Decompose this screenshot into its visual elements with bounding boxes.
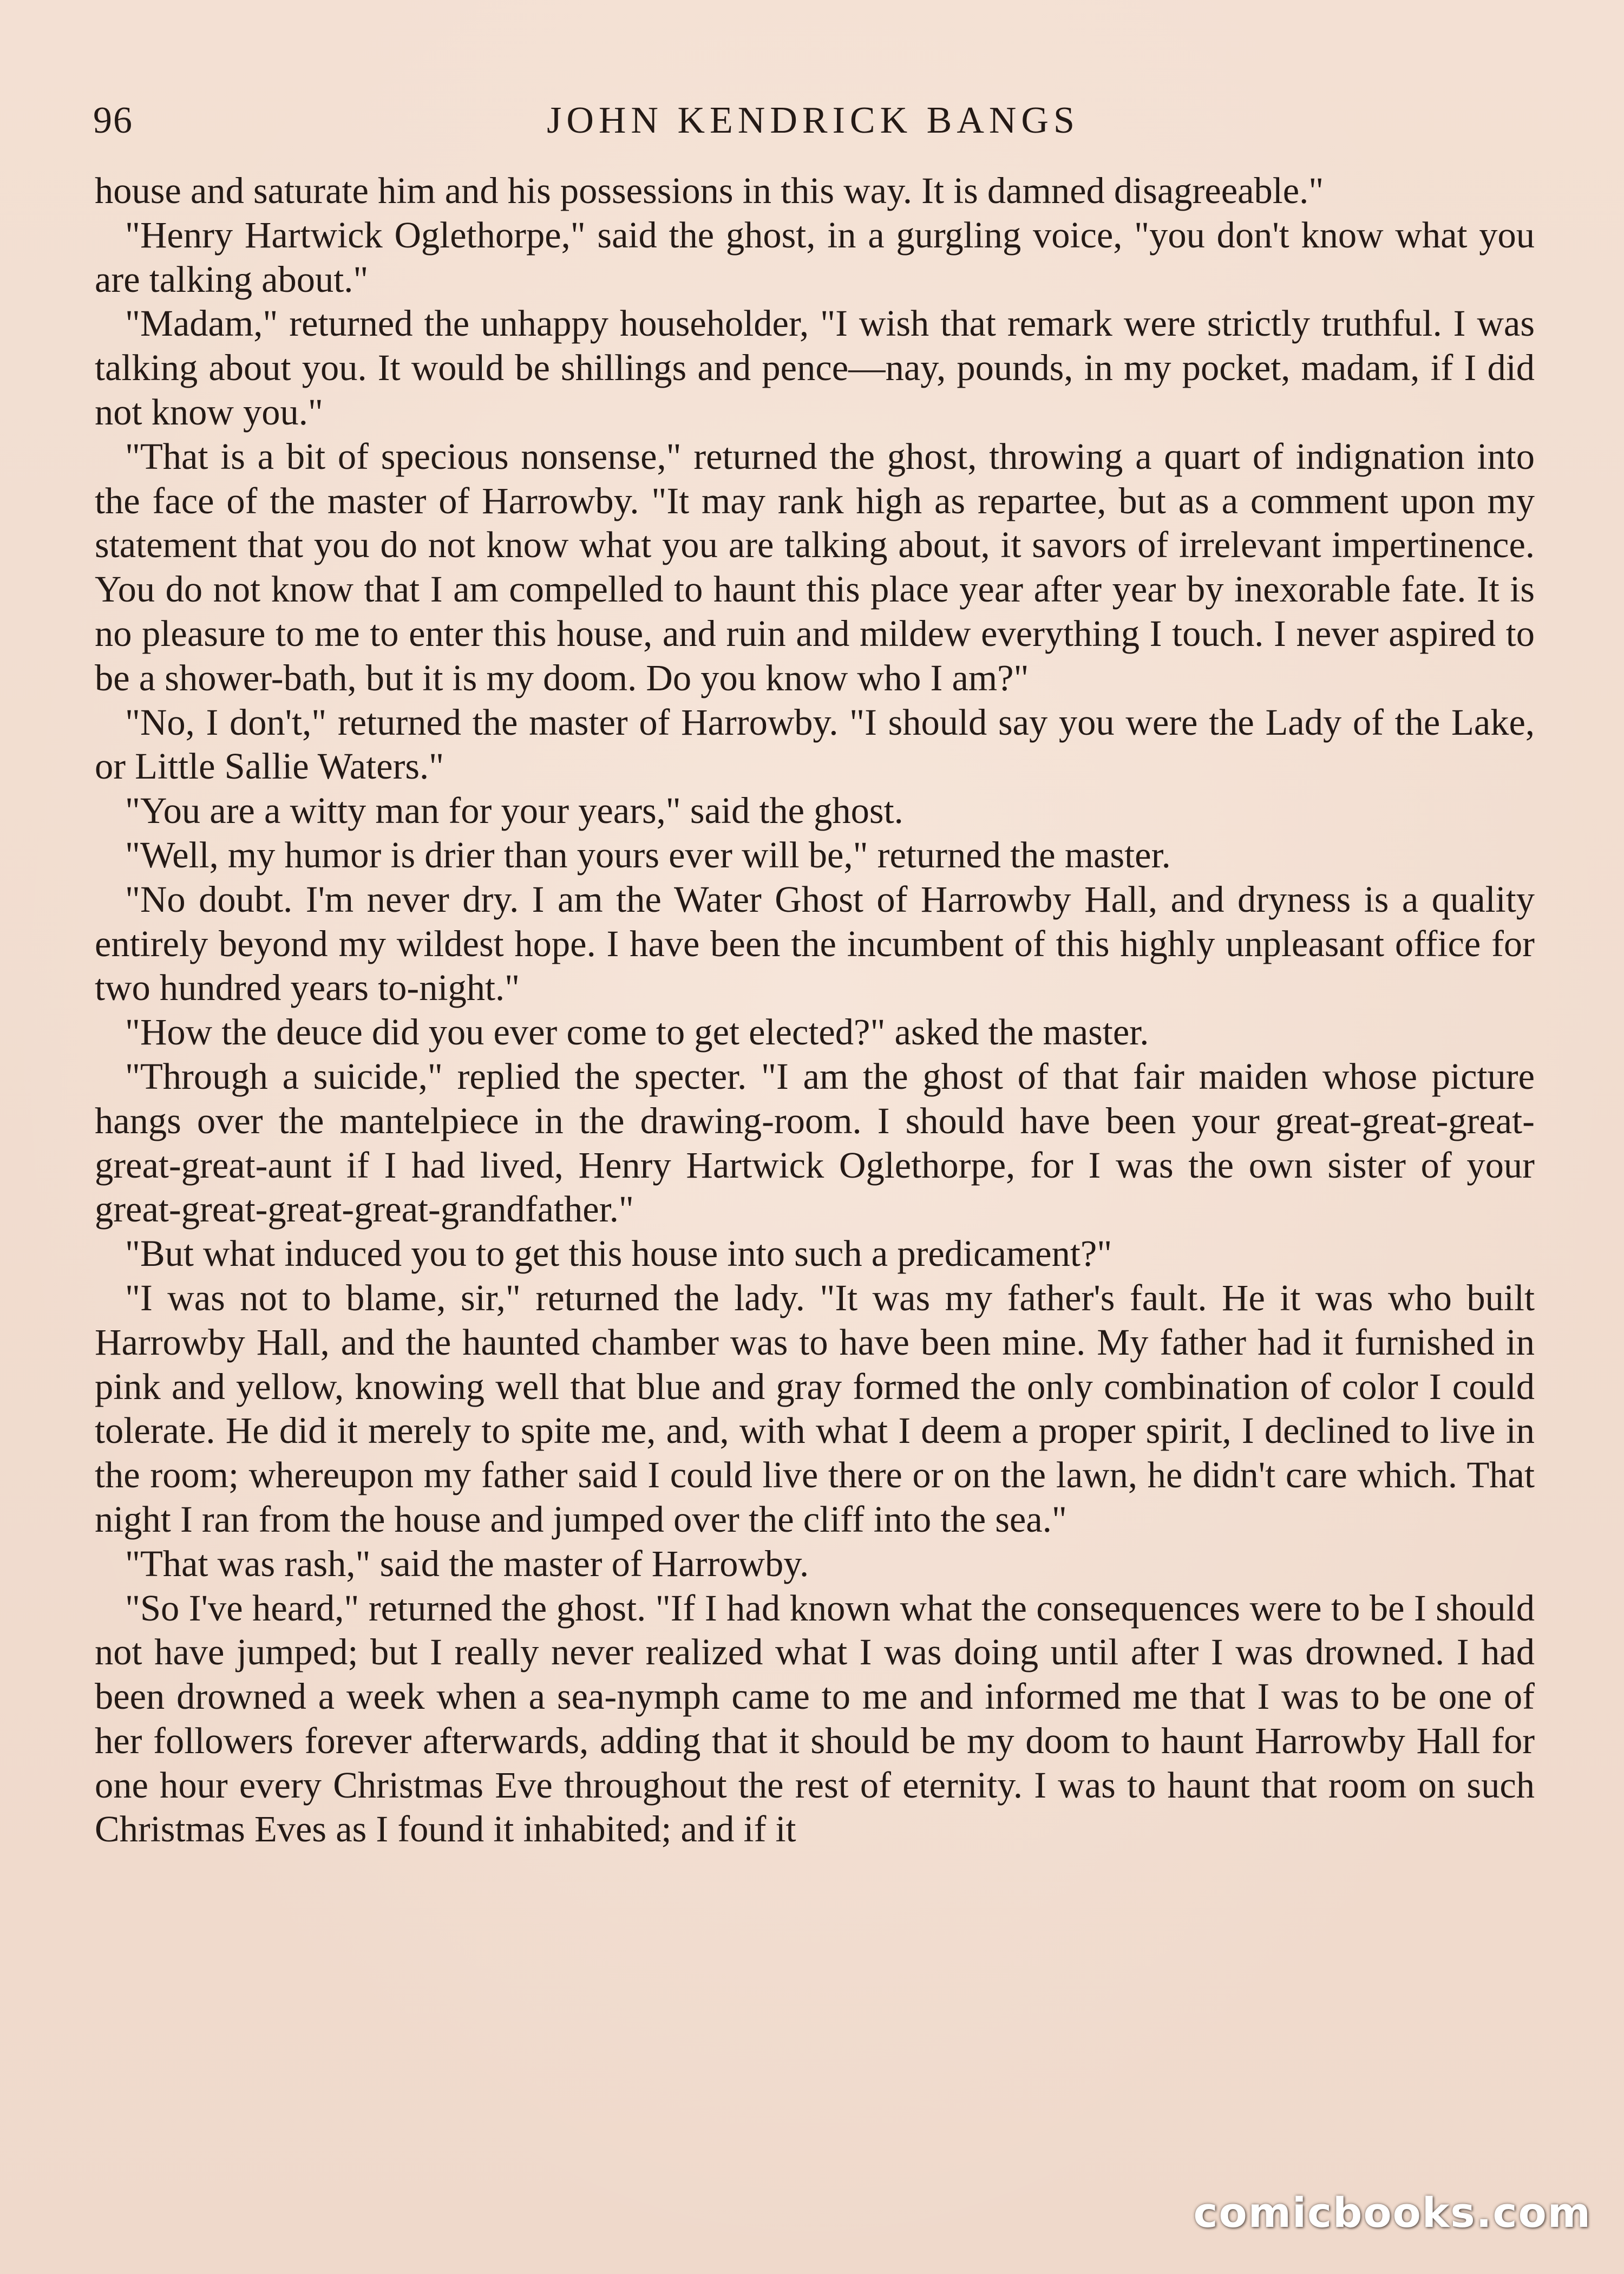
page-number: 96 <box>93 100 133 141</box>
paragraph: "That was rash," said the master of Harrowby. <box>125 1543 809 1584</box>
paragraph: "Well, my humor is drier than yours ever will be," returned the master. <box>125 834 1171 875</box>
paragraph: "Madam," returned the unhappy householder, "I wish that remark were strictly truthful. I was talking about you. It would be shillings and pence—nay, pounds, in my pocket, madam, if I did not know you." <box>95 303 1535 433</box>
paragraph: "But what induced you to get this house into such a predicament?" <box>125 1233 1112 1275</box>
paragraph: "You are a witty man for your years," said the ghost. <box>125 790 903 832</box>
paragraph: "So I've heard," returned the ghost. "If I had known what the consequences were to be I should not have jumped; but I really never realized what I was doing until after I was drowned. I had been drowned a week when a sea-nymph came to me and informed me that I was to be one of her followers forever afterwards, adding that it should be my doom to haunt Harrowby Hall for one hour every Christmas Eve throughout the rest of eternity. I was to haunt that room on such Christmas Eves as I found it inhabited; and if it <box>95 1587 1535 1850</box>
paragraph: "How the deuce did you ever come to get elected?" asked the master. <box>125 1011 1149 1053</box>
paragraph: "No doubt. I'm never dry. I am the Water Ghost of Harrowby Hall, and dryness is a quality entirely beyond my wildest hope. I have been the incumbent of this highly unpleasant office for two hundred years to-night." <box>95 878 1535 1009</box>
paragraph-continued: house and saturate him and his possessions in this way. It is damned disagreeable." <box>95 170 1324 211</box>
paragraph: "Through a suicide," replied the specter. "I am the ghost of that fair maiden whose picture hangs over the mantelpiece in the drawing-room. I should have been your great-great-great-great-great-aunt if I had lived, Henry Hartwick Oglethorpe, for I was the own sister of your great-great-great-great-grandfather." <box>95 1055 1535 1230</box>
body-text <box>95 169 1535 1852</box>
paragraph: "I was not to blame, sir," returned the lady. "It was my father's fault. He it was who built Harrowby Hall, and the haunted chamber was to have been mine. My father had it furnished in pink and yellow, knowing well that blue and gray formed the only combination of color I could tolerate. He did it merely to spite me, and, with what I deem a proper spirit, I declined to live in the room; whereupon my father said I could live there or on the lawn, he didn't care which. That night I ran from the house and jumped over the cliff into the sea." <box>95 1277 1535 1540</box>
watermark: comicbooks.com <box>1193 2188 1592 2237</box>
page-header <box>93 91 1533 151</box>
paragraph: "No, I don't," returned the master of Harrowby. "I should say you were the Lady of the Lake, or Little Sallie Waters." <box>95 701 1535 787</box>
paragraph: "That is a bit of specious nonsense," returned the ghost, throwing a quart of indignation into the face of the master of Harrowby. "It may rank high as repartee, but as a comment upon my statement that you do not know what you are talking about, it savors of irrelevant impertinence. You do not know that I am compelled to haunt this place year after year by inexorable fate. It is no pleasure to me to enter this house, and ruin and mildew everything I touch. I never aspired to be a shower-bath, but it is my doom. Do you know who I am?" <box>95 435 1535 698</box>
running-head: JOHN KENDRICK BANGS <box>547 100 1079 141</box>
paragraph: "Henry Hartwick Oglethorpe," said the ghost, in a gurgling voice, "you don't know what you are talking about." <box>95 214 1535 300</box>
